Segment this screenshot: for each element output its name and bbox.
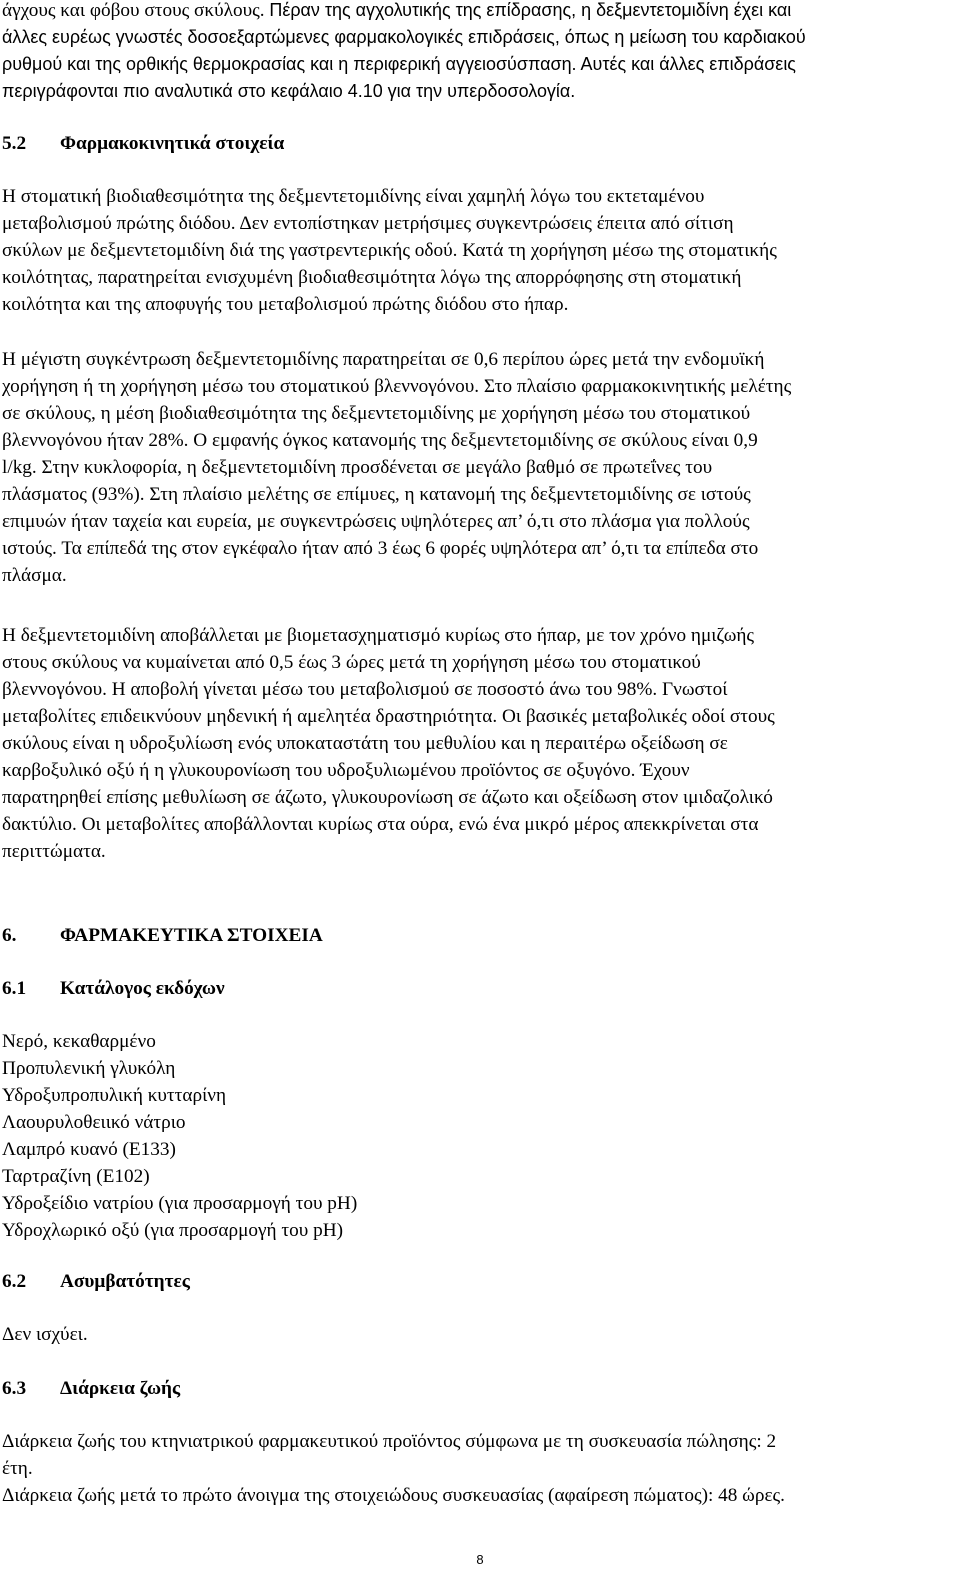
excipients-list [2, 1028, 952, 1244]
list-item: Νερό, κεκαθαρμένο [2, 1031, 156, 1052]
section-6-2-heading [2, 1268, 190, 1295]
text-line: σκύλους είναι η υδροξυλίωση ενός υποκαταστάτη του μεθυλίου και η περαιτέρω οξείδωση σε [2, 733, 728, 754]
section-number: 6.1 [2, 978, 27, 999]
incompatibilities-text: Δεν ισχύει. [2, 1324, 88, 1345]
text-line: δακτύλιο. Οι μεταβολίτες αποβάλλονται κυρίως στα ούρα, ενώ ένα μικρό μέρος απεκκρίνεται στα [2, 814, 759, 835]
section-number: 6.3 [2, 1378, 27, 1399]
text-line: περιττώματα. [2, 841, 106, 862]
text-line: Η μέγιστη συγκέντρωση δεξμεντετομιδίνης παρατηρείται σε 0,6 περίπου ώρες μετά την ενδομυϊκή [2, 349, 765, 370]
list-item: Υδροξυπροπυλική κυτταρίνη [2, 1085, 227, 1106]
text-line: πλάσματος (93%). Στη πλαίσιο μελέτης σε επίμυες, η κατανομή της δεξμεντετομιδίνης σε ιστούς [2, 484, 751, 505]
intro-line: περιγράφονται πιο αναλυτικά στο κεφάλαιο 4.10 για την υπερδοσολογία. [2, 81, 576, 101]
page-number: 8 [476, 1552, 484, 1567]
list-item: Υδροχλωρικό οξύ (για προσαρμογή του pH) [2, 1220, 344, 1241]
text-line: Η στοματική βιοδιαθεσιμότητα της δεξμεντετομιδίνης είναι χαμηλή λόγω του εκτεταμένου [2, 186, 705, 207]
text-line: μεταβολισμού πρώτης διόδου. Δεν εντοπίστηκαν μετρήσιμες συγκεντρώσεις έπειτα από σίτιση [2, 213, 734, 234]
text-line: βλεννογόνου. Η αποβολή γίνεται μέσω του μεταβολισμού σε ποσοστό άνω του 98%. Γνωστοί [2, 679, 728, 700]
text-line: πλάσμα. [2, 565, 67, 586]
intro-paragraph [2, 0, 952, 105]
s5-2-paragraph-3 [2, 622, 952, 865]
s5-2-paragraph-1 [2, 183, 952, 318]
list-item: Λαμπρό κυανό (E133) [2, 1139, 176, 1160]
section-title: Ασυμβατότητες [60, 1271, 190, 1292]
shelf-life-text [2, 1428, 952, 1509]
text-line: καρβοξυλικό οξύ ή η γλυκουρονίωση του υδροξυλιωμένου προϊόντος σε οξυγόνο. Έχουν [2, 760, 690, 781]
text-line: Η δεξμεντετομιδίνη αποβάλλεται με βιομετασχηματισμό κυρίως στο ήπαρ, με τον χρόνο ημιζωής [2, 625, 755, 646]
text-line: κοιλότητας, παρατηρείται ενισχυμένη βιοδιαθεσιμότητα λόγω της απορρόφησης στη στοματική [2, 267, 742, 288]
intro-line: άγχους και φόβου στους σκύλους. Πέραν της αγχολυτικής της επίδρασης, η δεξμεντετομιδίνη έχει και [2, 0, 792, 21]
text-line: χορήγηση ή τη χορήγηση μέσω του στοματικού βλεννογόνου. Στο πλαίσιο φαρμακοκινητικής μελέτης [2, 376, 792, 397]
section-title: Διάρκεια ζωής [60, 1378, 181, 1399]
text-line: παρατηρηθεί επίσης μεθυλίωση σε άζωτο, γλυκουρονίωση σε άζωτο και οξείδωση στον ιμιδαζολικό [2, 787, 773, 808]
list-item: Ταρτραζίνη (E102) [2, 1166, 150, 1187]
section-6-heading [2, 922, 323, 949]
text-line: βλεννογόνου ήταν 28%. Ο εμφανής όγκος κατανομής της δεξμεντετομιδίνης σε σκύλους είναι 0,9 [2, 430, 758, 451]
list-item: Υδροξείδιο νατρίου (για προσαρμογή του pH) [2, 1193, 358, 1214]
section-title: Φαρμακοκινητικά στοιχεία [60, 133, 285, 154]
section-6-3-heading [2, 1375, 180, 1402]
text-line: στους σκύλους να κυμαίνεται από 0,5 έως 3 ώρες μετά τη χορήγηση μέσω του στοματικού [2, 652, 701, 673]
text-line: ιστούς. Τα επίπεδά της στον εγκέφαλο ήταν από 3 έως 6 φορές υψηλότερα απ’ ό,τι τα επίπεδα στο [2, 538, 759, 559]
list-item: Λαουρυλοθειικό νάτριο [2, 1112, 186, 1133]
section-title: Κατάλογος εκδόχων [60, 978, 225, 999]
text-line: Διάρκεια ζωής του κτηνιατρικού φαρμακευτικού προϊόντος σύμφωνα με τη συσκευασία πώλησης: 2 [2, 1431, 777, 1452]
intro-line: ρυθμού και της ορθικής θερμοκρασίας και η περιφερική αγγειοσύσπαση. Αυτές και άλλες επιδράσεις [2, 54, 796, 74]
section-number: 6.2 [2, 1271, 27, 1292]
section-6-1-heading [2, 975, 225, 1002]
section-5-2-heading [2, 130, 284, 157]
section-title: ΦΑΡΜΑΚΕΥΤΙΚΑ ΣΤΟΙΧΕΙΑ [60, 925, 323, 946]
text-line: Διάρκεια ζωής μετά το πρώτο άνοιγμα της στοιχειώδους συσκευασίας (αφαίρεση πώματος): 48 ώρες. [2, 1485, 785, 1506]
text-line: l/kg. Στην κυκλοφορία, η δεξμεντετομιδίνη προσδένεται σε μεγάλο βαθμό σε πρωτεΐνες του [2, 457, 713, 478]
text-line: επιμυών ήταν ταχεία και ευρεία, με συγκεντρώσεις υψηλότερες απ’ ό,τι στο πλάσμα για πολλούς [2, 511, 750, 532]
intro-line: άλλες ευρέως γνωστές δοσοεξαρτώμενες φαρμακολογικές επιδράσεις, όπως η μείωση του καρδιακού [2, 27, 806, 47]
section-number: 5.2 [2, 133, 27, 154]
text-line: κοιλότητα και της αποφυγής του μεταβολισμού πρώτης διόδου στο ήπαρ. [2, 294, 569, 315]
list-item: Προπυλενική γλυκόλη [2, 1058, 176, 1079]
section-number: 6. [2, 925, 17, 946]
text-line: σκύλων με δεξμεντετομιδίνη διά της γαστρεντερικής οδού. Κατά τη χορήγηση μέσω της στοματικής [2, 240, 777, 261]
text-line: έτη. [2, 1458, 33, 1479]
text-line: σε σκύλους, η μέση βιοδιαθεσιμότητα της δεξμεντετομιδίνης με χορήγηση μέσω του στοματικού [2, 403, 751, 424]
s5-2-paragraph-2 [2, 346, 952, 589]
text-line: μεταβολίτες επιδεικνύουν μηδενική ή αμελητέα δραστηριότητα. Οι βασικές μεταβολικές οδοί στους [2, 706, 775, 727]
